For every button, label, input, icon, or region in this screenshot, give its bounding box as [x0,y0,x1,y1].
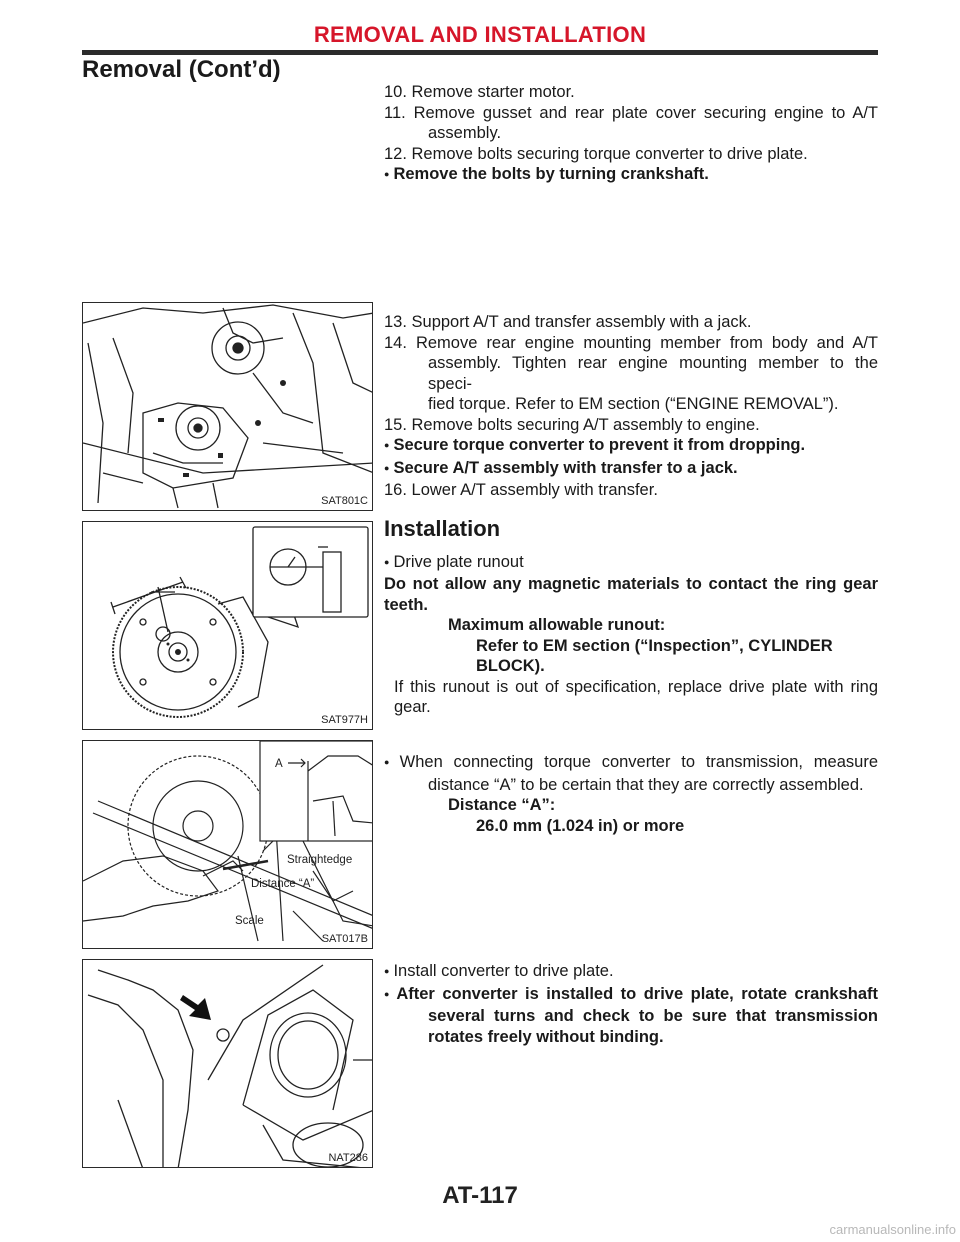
figure-sat017b [82,740,373,949]
distance-a-block [384,752,878,836]
drive-plate-runout-illustration [83,522,373,730]
step-10: 10. Remove starter motor. [384,83,575,101]
figure-code: SAT977H [321,714,368,726]
distance-measurement-illustration [83,741,373,949]
max-runout-label: Maximum allowable runout: [448,616,666,634]
magnetic-warning-cont: teeth. [384,595,429,614]
rotate-crankshaft-note-cont-1: several turns and check to be sure that transmission [428,1007,878,1025]
removal-steps-block-2 [384,312,878,501]
distance-a-value: 26.0 mm (1.024 in) or more [476,816,685,835]
converter-connect-note: ● When connecting torque converter to transmission, measure [384,752,878,775]
step-15-note-1: ● Secure torque converter to prevent it from dropping. [384,435,878,458]
step-12: 12. Remove bolts securing torque converter to drive plate. [384,144,808,163]
runout-instruction: If this runout is out of specification, replace drive plate with ring [394,677,878,696]
magnetic-warning: Do not allow any magnetic materials to contact the ring gear [384,575,878,593]
runout-instruction-cont: gear. [394,698,431,716]
watermark: carmanualsonline.info [829,1222,956,1237]
label-distance-a: Distance “A” [251,878,315,890]
installation-heading: Installation [384,516,501,541]
figure-nat286 [82,959,373,1168]
engine-transmission-illustration [83,303,373,511]
rotate-crankshaft-note-cont-2: rotates freely without binding. [428,1027,664,1046]
step-15-note-2: ● Secure A/T assembly with transfer to a jack. [384,458,878,481]
section-title: REMOVAL AND INSTALLATION [313,22,647,47]
step-12-note: ● Remove the bolts by turning crankshaft. [384,164,878,187]
figure-sat801c [82,302,373,511]
step-13: 13. Support A/T and transfer assembly with a jack. [384,313,752,331]
removal-steps-block-1 [384,82,878,187]
label-straightedge: Straightedge [287,854,353,866]
converter-install-illustration [83,960,373,1168]
distance-a-label: Distance “A”: [448,796,556,814]
figure-code: SAT801C [321,495,368,507]
step-11: 11. Remove gusset and rear plate cover securing engine to A/T [384,103,878,122]
label-scale: Scale [235,915,264,927]
step-11-cont: assembly. [428,124,502,142]
step-16: 16. Lower A/T assembly with transfer. [384,481,658,499]
install-converter-block [384,961,878,1047]
figure-code: NAT286 [328,1152,368,1164]
installation-block [384,516,878,718]
rotate-crankshaft-note: ● After converter is installed to drive plate, rotate crankshaft [384,984,878,1007]
max-runout-ref-cont: BLOCK). [476,657,545,675]
install-converter-step: ● Install converter to drive plate. [384,961,878,984]
figure-code: SAT017B [321,933,368,945]
step-14-cont-1: assembly. Tighten rear engine mounting member to the speci- [428,354,878,393]
header-rule [82,50,878,55]
max-runout-ref: Refer to EM section (“Inspection”, CYLINDER [476,636,833,655]
step-15: 15. Remove bolts securing A/T assembly to engine. [384,415,760,434]
runout-item: ● Drive plate runout [384,552,878,575]
step-14: 14. Remove rear engine mounting member from body and A/T [384,333,878,352]
page-subtitle: Removal (Cont’d) [82,56,281,83]
label-a: A [275,758,283,770]
page-number: AT-117 [442,1182,518,1209]
converter-connect-note-cont: distance “A” to be certain that they are correctly assembled. [428,775,864,794]
figure-sat977h [82,521,373,730]
step-14-cont-2: fied torque. Refer to EM section (“ENGINE REMOVAL”). [428,395,839,413]
